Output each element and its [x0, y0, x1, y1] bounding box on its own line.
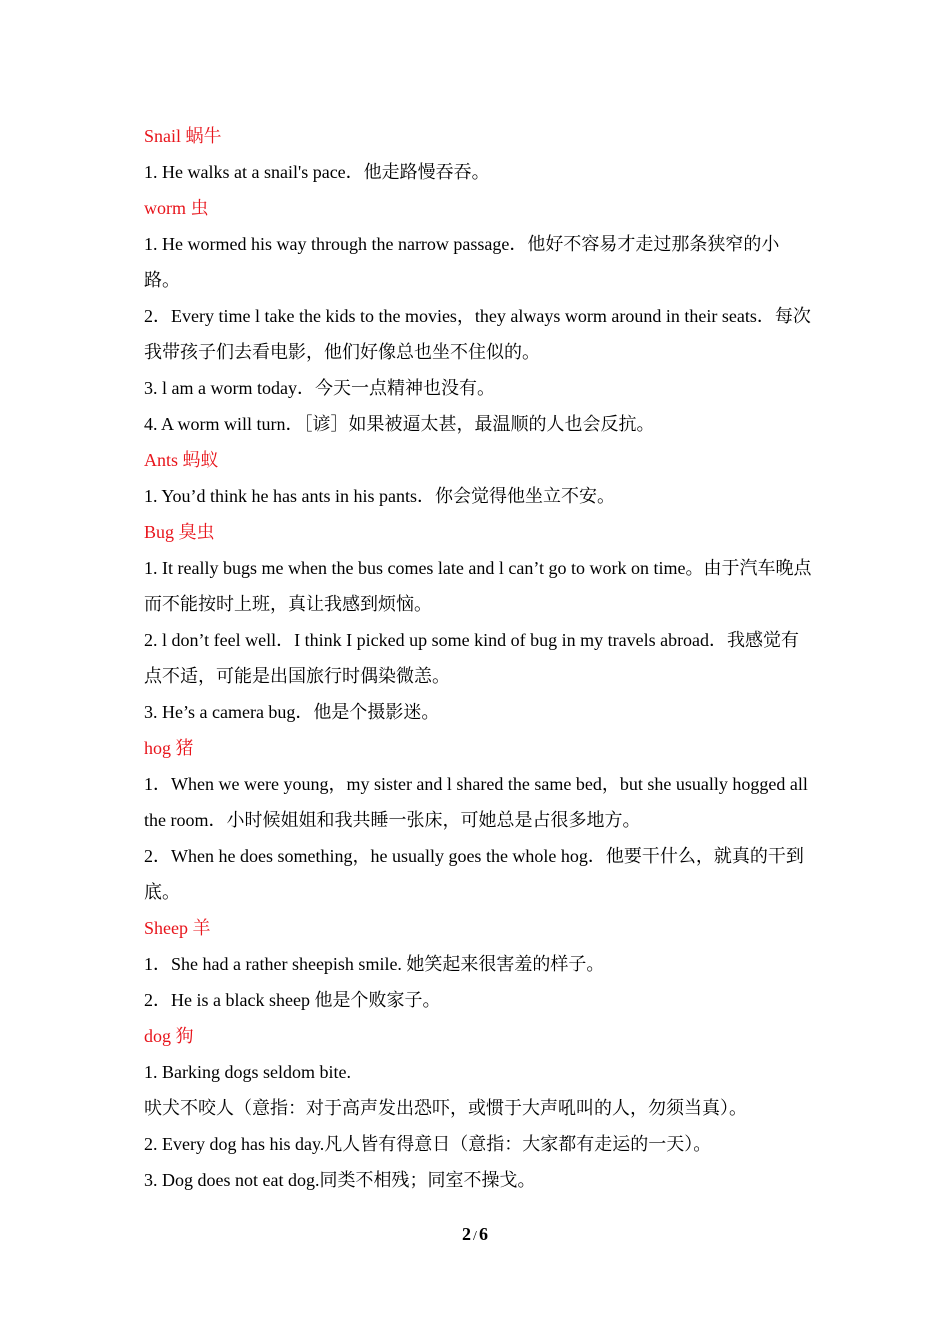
- example-line: 2．He is a black sheep 他是个败家子。: [144, 990, 441, 1010]
- example-line: 1. You’d think he has ants in his pants．你会觉得他坐立不安。: [144, 486, 616, 506]
- example-line: 1. It really bugs me when the bus comes late and l can’t go to work on time。由于汽车晚点而不能按时上班，真让我感到烦恼。: [144, 558, 812, 614]
- example-line: 1．When we were young，my sister and l shared the same bed，but she usually hogged all the room．小时候姐姐和我共睡一张床，可她总是占很多地方。: [144, 774, 808, 830]
- section-heading: Bug 臭虫: [144, 522, 215, 542]
- example-line: 4. A worm will turn．［谚］如果被逼太甚，最温顺的人也会反抗。: [144, 414, 655, 434]
- section-heading: Snail 蜗牛: [144, 126, 222, 146]
- section-sheep: [144, 910, 814, 1018]
- section-heading: dog 狗: [144, 1026, 194, 1046]
- page-number-current: 2: [462, 1224, 472, 1244]
- section-ants: [144, 442, 814, 514]
- example-line: 3. Dog does not eat dog.同类不相残；同室不操戈。: [144, 1170, 536, 1190]
- document-page: [144, 118, 814, 1198]
- section-worm: [144, 190, 814, 442]
- example-line: 2. l don’t feel well．I think I picked up some kind of bug in my travels abroad．我感觉有点不适，可能是出国旅行时偶染微恙。: [144, 630, 800, 686]
- page-number-separator: /: [473, 1229, 477, 1244]
- example-line: 2．When he does something，he usually goes the whole hog．他要干什么，就真的干到底。: [144, 846, 804, 902]
- page-number: [0, 1224, 950, 1245]
- example-line: 3. He’s a camera bug．他是个摄影迷。: [144, 702, 440, 722]
- page-number-total: 6: [478, 1224, 488, 1244]
- section-heading: worm 虫: [144, 198, 209, 218]
- section-hog: [144, 730, 814, 910]
- section-heading: hog 猪: [144, 738, 194, 758]
- section-dog: [144, 1018, 814, 1198]
- example-line: 1. He wormed his way through the narrow passage．他好不容易才走过那条狭窄的小路。: [144, 234, 780, 290]
- section-snail: [144, 118, 814, 190]
- section-bug: [144, 514, 814, 730]
- example-line: 2．Every time l take the kids to the movies，they always worm around in their seats．每次我带孩子们去看电影，他们好像总也坐不住似的。: [144, 306, 811, 362]
- example-line: 2. Every dog has his day.凡人皆有得意日（意指：大家都有走运的一天）。: [144, 1134, 712, 1154]
- example-line: 1. He walks at a snail's pace．他走路慢吞吞。: [144, 162, 490, 182]
- example-line: 1．She had a rather sheepish smile. 她笑起来很害羞的样子。: [144, 954, 605, 974]
- section-heading: Ants 蚂蚁: [144, 450, 219, 470]
- example-line: 3. l am a worm today．今天一点精神也没有。: [144, 378, 495, 398]
- section-heading: Sheep 羊: [144, 918, 211, 938]
- example-line: 吠犬不咬人（意指：对于高声发出恐吓，或惯于大声吼叫的人，勿须当真）。: [144, 1098, 747, 1118]
- example-line: 1. Barking dogs seldom bite.: [144, 1062, 351, 1082]
